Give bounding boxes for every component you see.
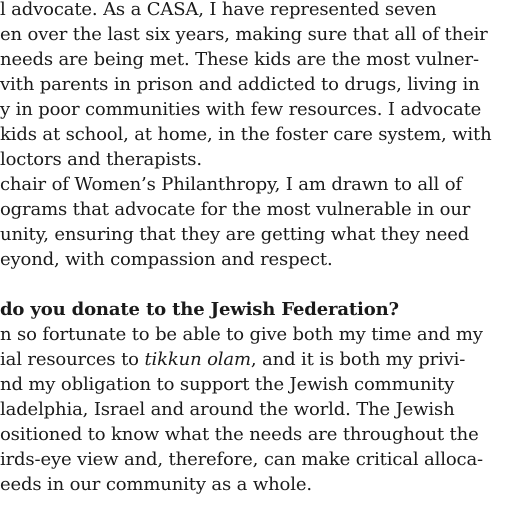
answer-line-2 <box>0 350 465 370</box>
paragraph-2-line-2: ograms that advocate for the most vulnerable in our <box>0 199 471 220</box>
answer-line-7: eeds in our community as a whole. <box>0 474 312 495</box>
paragraph-2-line-1: chair of Women’s Philanthropy, I am drawn to all of <box>0 174 462 195</box>
tikkun-olam-italic: tikkun olam <box>144 349 251 370</box>
paragraph-1-line-4: vith parents in prison and addicted to drugs, living in <box>0 74 480 95</box>
paragraph-1-line-6: kids at school, at home, in the foster care system, with <box>0 124 492 145</box>
paragraph-1-line-5: y in poor communities with few resources. I advocate <box>0 99 482 120</box>
answer-line-2-before: ial resources to <box>0 349 145 370</box>
paragraph-1-line-7: loctors and therapists. <box>0 149 202 170</box>
answer-line-2-after: , and it is both my privi- <box>250 349 466 370</box>
paragraph-1-line-2: en over the last six years, making sure that all of their <box>0 24 488 45</box>
paragraph-1-line-1: l advocate. As a CASA, I have represented seven <box>0 0 437 20</box>
question-heading: do you donate to the Jewish Federation? <box>0 299 399 320</box>
answer-line-3: nd my obligation to support the Jewish community <box>0 374 455 395</box>
answer-line-1: n so fortunate to be able to give both my time and my <box>0 324 483 345</box>
answer-line-4: ladelphia, Israel and around the world. The Jewish <box>0 399 455 420</box>
answer-line-6: irds-eye view and, therefore, can make critical alloca- <box>0 449 483 470</box>
paragraph-2-line-3: unity, ensuring that they are getting what they need <box>0 224 470 245</box>
paragraph-1-line-3: needs are being met. These kids are the most vulner- <box>0 49 479 70</box>
paragraph-2-line-4: eyond, with compassion and respect. <box>0 249 333 270</box>
answer-line-5: ositioned to know what the needs are throughout the <box>0 424 479 445</box>
